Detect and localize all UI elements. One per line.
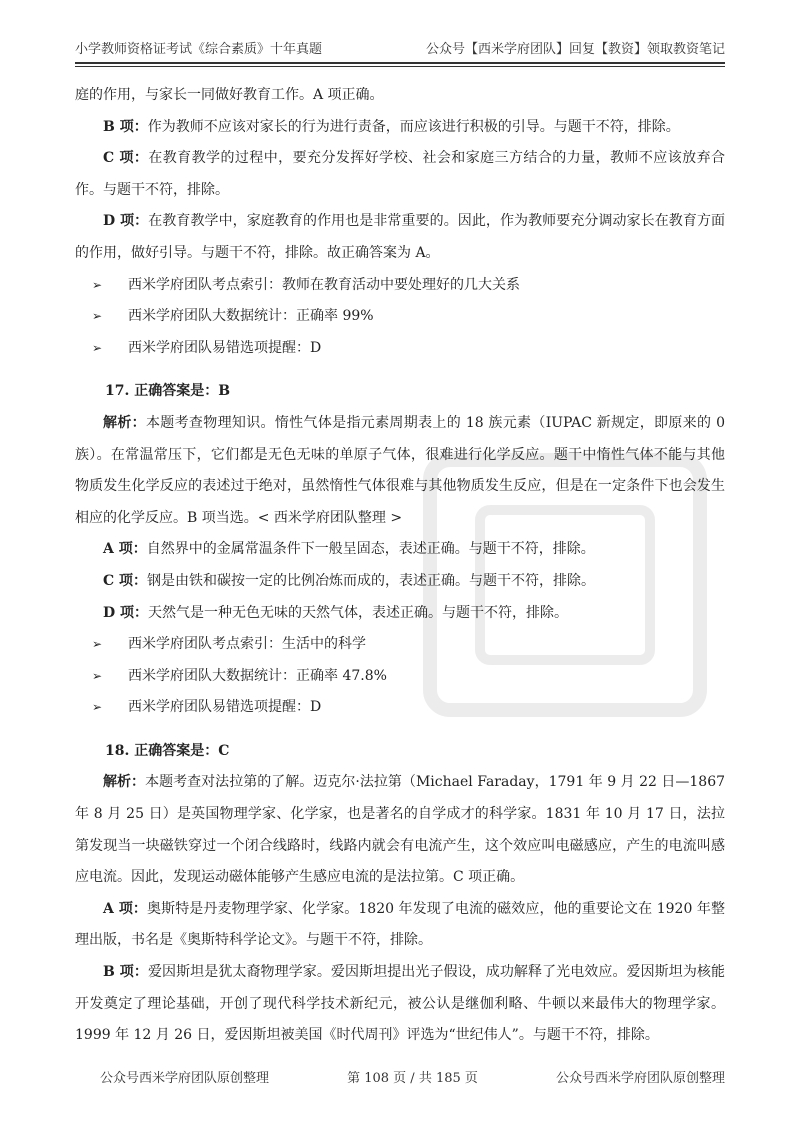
q18-option-a — [75, 894, 725, 957]
page-body — [75, 80, 725, 1052]
analysis-text: 本题考查对法拉第的了解。迈克尔·法拉第（Michael Faraday，1791 年 9 月 22 日—1867 年 8 月 25 日）是英国物理学家、化学家，也是著名的自学成才的科学家。1831 年 10 月 17 日，法拉第发现当一块磁铁穿过一个闭合线路时，线路内就会有电流产生，这个效应叫电磁感应，产生的电流叫感应电流。因此，发现运动磁体能够产生感应电流的是法拉第。C 项正确。 — [75, 774, 726, 886]
option-label: D 项： — [103, 604, 149, 621]
page-number: 第 108 页 / 共 185 页 — [347, 1071, 478, 1086]
q18-heading: 18. 正确答案是：C — [105, 742, 230, 759]
option-text: 在教育教学中，家庭教育的作用也是非常重要的。因此，作为教师要充分调动家长在教育方面的作用，做好引导。与题干不符，排除。故正确答案为 A。 — [75, 213, 726, 261]
arrow-bullet-icon: ➢ — [92, 668, 103, 683]
bullet-text: 西米学府团队易错选项提醒：D — [128, 339, 322, 356]
q18-analysis — [75, 767, 725, 893]
header-rule-thin — [75, 66, 725, 67]
analysis-text: 本题考查物理知识。惰性气体是指元素周期表上的 18 族元素（IUPAC 新规定，即原来的 0 族）。在常温常压下，它们都是无色无味的单原子气体，很难进行化学反应。题干中惰性气体不能与其他物质发生化学反应的表述过于绝对，虽然惰性气体很难与其他物质发生反应，但是在一定条件下也会发生相应的化学反应。B 项当选。< 西米学府团队整理 > — [75, 414, 725, 526]
bullet-text: 西米学府团队考点索引：教师在教育活动中要处理好的几大关系 — [128, 276, 520, 293]
bullet-text: 西米学府团队考点索引：生活中的科学 — [128, 636, 366, 653]
option-text: 天然气是一种无色无味的天然气体，表述正确。与题干不符，排除。 — [148, 604, 569, 621]
analysis-label: 解析： — [103, 774, 146, 791]
option-label: B 项： — [103, 118, 148, 135]
arrow-bullet-icon: ➢ — [92, 309, 103, 324]
arrow-bullet-icon: ➢ — [92, 340, 103, 355]
option-label: C 项： — [103, 572, 148, 589]
q17-option-d — [75, 598, 725, 630]
q17-bullet-stats — [75, 661, 725, 693]
option-label: A 项： — [103, 541, 147, 558]
q16-option-c — [75, 143, 725, 206]
header-right-promo: 公众号【西米学府团队】回复【教资】领取教资笔记 — [425, 42, 725, 57]
option-text: 作为教师不应该对家长的行为进行责备，而应该进行积极的引导。与题干不符，排除。 — [147, 118, 680, 135]
q16-bullet-stats — [75, 301, 725, 333]
option-label: D 项： — [103, 213, 149, 230]
footer-right: 公众号西米学府团队原创整理 — [555, 1071, 725, 1086]
arrow-bullet-icon: ➢ — [92, 277, 103, 292]
q17-heading: 17. 正确答案是：B — [105, 383, 231, 400]
page-footer — [100, 1067, 725, 1086]
q16-continuation: 庭的作用，与家长一同做好教育工作。A 项正确。 — [75, 87, 384, 103]
header-rule-thick — [75, 62, 725, 64]
arrow-bullet-icon: ➢ — [92, 637, 103, 652]
analysis-label: 解析： — [103, 414, 146, 431]
q16-bullet-error — [75, 333, 725, 365]
q17-option-c — [75, 566, 725, 598]
option-text: 奥斯特是丹麦物理学家、化学家。1820 年发现了电流的磁效应，他的重要论文在 1920 年整理出版，书名是《奥斯特科学论文》。与题干不符，排除。 — [75, 900, 725, 949]
bullet-text: 西米学府团队易错选项提醒：D — [128, 699, 322, 716]
q16-option-b — [75, 112, 725, 144]
q17-analysis — [75, 408, 725, 534]
page-header — [75, 40, 725, 60]
q17-bullet-topic — [75, 629, 725, 661]
bullet-text: 西米学府团队大数据统计：正确率 99% — [128, 308, 374, 325]
q16-bullet-topic — [75, 270, 725, 302]
option-text: 自然界中的金属常温条件下一般呈固态，表述正确。与题干不符，排除。 — [146, 541, 595, 558]
option-text: 钢是由铁和碳按一定的比例冶炼而成的，表述正确。与题干不符，排除。 — [147, 572, 596, 589]
option-label: B 项： — [103, 964, 148, 981]
header-left-title: 小学教师资格证考试《综合素质》十年真题 — [75, 42, 323, 57]
option-text: 爱因斯坦是犹太裔物理学家。爱因斯坦提出光子假设，成功解释了光电效应。爱因斯坦为核能开发奠定了理论基础，开创了现代科学技术新纪元，被公认是继伽利略、牛顿以来最伟大的物理学家。1999 年 12 月 26 日，爱因斯坦被美国《时代周刊》评选为“世纪伟人”。与题干不符，排除。 — [75, 964, 725, 1044]
option-text: 在教育教学的过程中，要充分发挥好学校、社会和家庭三方结合的力量，教师不应该放弃合作。与题干不符，排除。 — [75, 150, 725, 198]
q17-option-a — [75, 534, 725, 566]
option-label: A 项： — [103, 900, 148, 917]
arrow-bullet-icon: ➢ — [92, 700, 103, 715]
q16-option-d — [75, 206, 725, 269]
footer-left: 公众号西米学府团队原创整理 — [100, 1071, 270, 1086]
option-label: C 项： — [103, 150, 149, 167]
q17-bullet-error — [75, 692, 725, 724]
bullet-text: 西米学府团队大数据统计：正确率 47.8% — [128, 667, 387, 684]
q18-option-b — [75, 957, 725, 1052]
